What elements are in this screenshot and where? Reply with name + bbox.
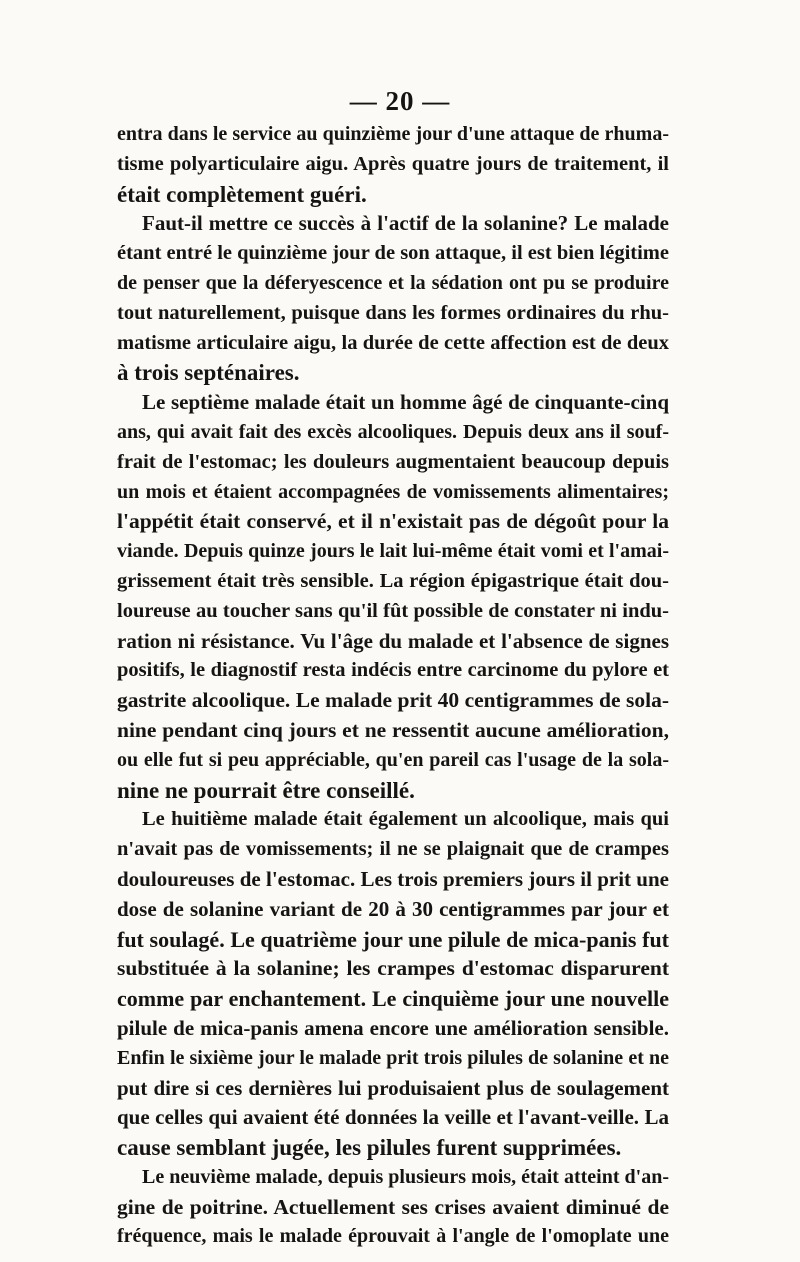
text-line: n'avait pas de vomissements; il ne se plaignait que de crampes (117, 838, 669, 861)
text-line: frait de l'estomac; les douleurs augmentaient beaucoup depuis (117, 450, 669, 473)
text-line: était complètement guéri. (117, 181, 367, 207)
text-line: à trois septénaires. (117, 360, 300, 386)
text-line: douloureuses de l'estomac. Les trois premiers jours il prit une (117, 866, 669, 891)
text-line: fréquence, mais le malade éprouvait à l'angle de l'omoplate une (117, 1225, 669, 1248)
text-line: tisme polyarticulaire aigu. Après quatre jours de traitement, il (117, 152, 669, 175)
text-line: nine pendant cinq jours et ne ressentit aucune amélioration, (117, 717, 669, 742)
text-line: nine ne pourrait être conseillé. (117, 777, 415, 803)
text-line: Le septième malade était un homme âgé de cinquante-cinq (142, 390, 669, 415)
text-line: substituée à la solanine; les crampes d'estomac disparurent (117, 956, 669, 981)
text-line: gine de poitrine. Actuellement ses crises avaient diminué de (117, 1194, 669, 1219)
text-line: viande. Depuis quinze jours le lait lui-même était vomi et l'amai- (117, 540, 669, 563)
text-line: cause semblant jugée, les pilules furent supprimées. (117, 1135, 622, 1161)
text-line: étant entré le quinzième jour de son attaque, il est bien légitime (117, 242, 669, 265)
text-line: Le neuvième malade, depuis plusieurs mois, était atteint d'an- (142, 1165, 669, 1188)
text-line: comme par enchantement. Le cinquième jour une nouvelle (117, 986, 669, 1012)
text-line: pilule de mica-panis amena encore une amélioration sensible. (117, 1015, 669, 1040)
text-line: ou elle fut si peu appréciable, qu'en pareil cas l'usage de la sola- (117, 748, 669, 771)
text-line: Le huitième malade était également un alcoolique, mais qui (142, 808, 669, 831)
text-line: ration ni résistance. Vu l'âge du malade et l'absence de signes (117, 628, 669, 653)
text-line: dose de solanine variant de 20 à 30 centigrammes par jour et (117, 896, 669, 921)
text-line: tout naturellement, puisque dans les formes ordinaires du rhu- (117, 301, 669, 324)
text-line: put dire si ces dernières lui produisaient plus de soulagement (117, 1075, 669, 1100)
text-line: gastrite alcoolique. Le malade prit 40 centigrammes de sola- (117, 688, 669, 713)
text-line: Enfin le sixième jour le malade prit trois pilules de solanine et ne (117, 1046, 669, 1069)
text-line: un mois et étaient accompagnées de vomissements alimentaires; (117, 480, 669, 503)
page-number: — 20 — (349, 86, 451, 116)
text-line: loureuse au toucher sans qu'il fût possible de constater ni indu- (117, 599, 669, 622)
text-line: fut soulagé. Le quatrième jour une pilule de mica-panis fut (117, 926, 669, 952)
body-text (117, 120, 669, 1252)
text-line: l'appétit était conservé, et il n'existait pas de dégoût pour la (117, 509, 669, 534)
text-line: ans, qui avait fait des excès alcooliques. Depuis deux ans il souf- (117, 420, 669, 443)
text-line: de penser que la déferyescence et la sédation ont pu se produire (117, 271, 669, 294)
text-line: matisme articulaire aigu, la durée de cette affection est de deux (117, 331, 669, 354)
text-line: positifs, le diagnostif resta indécis entre carcinome du pylore et (117, 659, 669, 682)
text-line: Faut-il mettre ce succès à l'actif de la solanine? Le malade (142, 211, 669, 236)
text-line: grissement était très sensible. La région épigastrique était dou- (117, 569, 669, 592)
text-line: entra dans le service au quinzième jour d'une attaque de rhuma- (117, 123, 669, 145)
text-line: que celles qui avaient été données la veille et l'avant-veille. La (117, 1105, 669, 1130)
